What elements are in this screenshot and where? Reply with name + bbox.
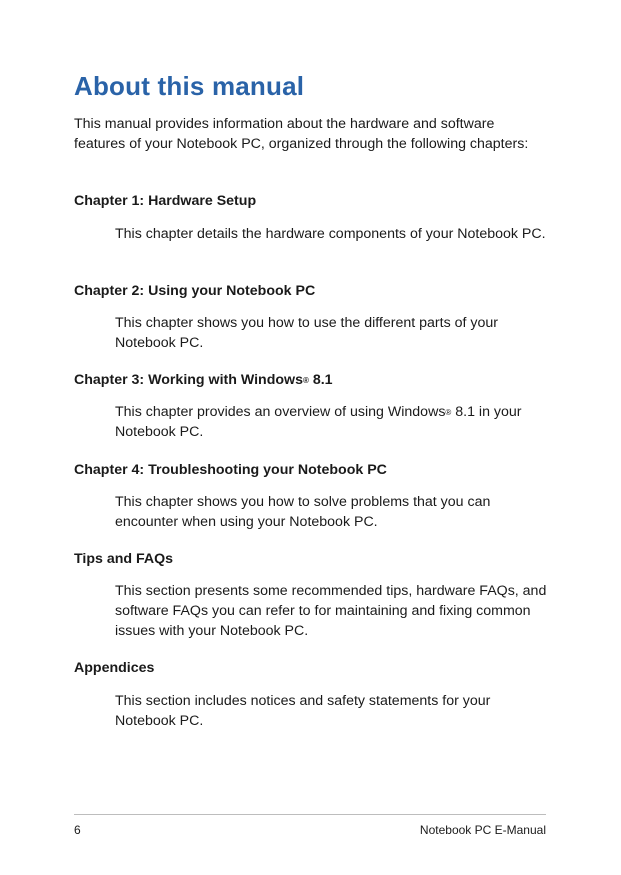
chapter-2-description: This chapter shows you how to use the different parts of your Notebook PC. <box>115 315 499 351</box>
appendices-heading: Appendices <box>74 660 155 676</box>
chapter-4-heading: Chapter 4: Troubleshooting your Notebook PC <box>74 462 387 478</box>
registered-mark: ® <box>445 408 452 417</box>
chapter-4-description: This chapter shows you how to solve problems that you can encounter when using your Notebook PC. <box>115 494 491 530</box>
chapter-3-description <box>115 402 547 442</box>
chapter-3-heading-text: Chapter 3: Working with Windows <box>74 372 303 388</box>
registered-mark: ® <box>302 376 309 385</box>
chapter-3-heading-version: 8.1 <box>308 372 333 388</box>
chapter-3-description-rest: 8.1 in your Notebook PC. <box>115 404 522 440</box>
tips-faqs-heading: Tips and FAQs <box>74 551 174 567</box>
intro-paragraph: This manual provides information about the hardware and software features of your Notebook PC, organized through the following chapters: <box>74 116 529 152</box>
appendices-description: This section includes notices and safety statements for your Notebook PC. <box>115 693 491 729</box>
page-title: About this manual <box>74 71 305 101</box>
chapter-2-heading: Chapter 2: Using your Notebook PC <box>74 283 316 299</box>
footer-divider <box>74 814 546 815</box>
tips-faqs-description: This section presents some recommended tips, hardware FAQs, and software FAQs you can refer to for maintaining and fixing common issues with your Notebook PC. <box>115 583 547 639</box>
chapter-3-heading <box>74 370 333 390</box>
footer-document-title: Notebook PC E-Manual <box>419 823 546 837</box>
chapter-3-description-text: This chapter provides an overview of using Windows <box>115 404 446 420</box>
page-number: 6 <box>74 823 81 837</box>
chapter-1-description: This chapter details the hardware components of your Notebook PC. <box>115 226 546 242</box>
chapter-1-heading: Chapter 1: Hardware Setup <box>74 193 257 209</box>
